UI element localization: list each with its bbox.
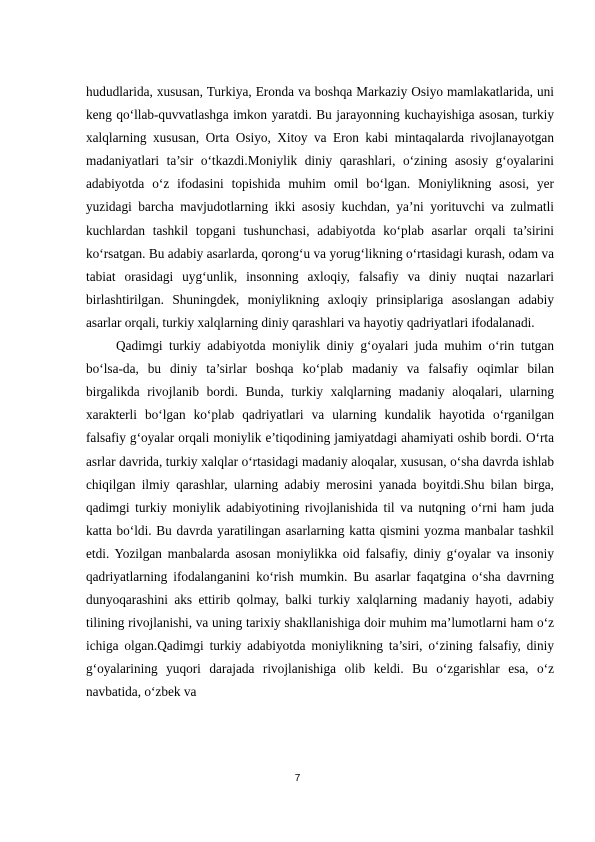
paragraph-continued: hududlarida, xususan, Turkiya, Eronda va boshqa Markaziy Osiyo mamlakatlarida, uni keng qo‘llab-quvvatlashga imkon yaratdi. Bu jarayonning kuchayishiga asosan, turkiy xalqlarning xususan, Orta Osiyo, Xitoy va Eron kabi mintaqalarda rivojlanayotgan madaniyatlari ta’sir o‘tkazdi.Moniylik diniy qarashlari, o‘zining asosiy g‘oyalarini adabiyotda o‘z ifodasini topishida muhim omil bo‘lgan. Moniylikning asosi, yer yuzidagi barcha mavjudotlarning ikki asosiy kuchdan, ya’ni yorituvchi va zulmatli kuchlardan tashkil topgani tushunchasi, adabiyotda ko‘plab asarlar orqali ta’sirini ko‘rsatgan. Bu adabiy asarlarda, qorong‘u va yorug‘likning o‘rtasidagi kurash, odam va tabiat orasidagi uyg‘unlik, insonning axloqiy, falsafiy va diniy nuqtai nazarlari birlashtirilgan. Shuningdek, moniylikning axloqiy prinsiplariga asoslangan adabiy asarlar orqali, turkiy xalqlarning diniy qarashlari va hayotiy qadriyatlari ifodalanadi. bbox=[86, 84, 554, 330]
document-page bbox=[86, 80, 554, 704]
paragraph-indented: Qadimgi turkiy adabiyotda moniylik diniy g‘oyalari juda muhim o‘rin tutgan bo‘lsa-da, bu diniy ta’sirlar boshqa ko‘plab madaniy va falsafiy oqimlar bilan birgalikda rivojlanib bordi. Bunda, turkiy xalqlarning madaniy aloqalari, ularning xarakterli bo‘lgan ko‘plab qadriyatlari va ularning kundalik hayotida o‘rganilgan falsafiy g‘oyalar orqali moniylik e’tiqodining jamiyatdagi ahamiyati oshib bordi. O‘rta asrlar davrida, turkiy xalqlar o‘rtasidagi madaniy aloqalar, xususan, o‘sha davrda ishlab chiqilgan ilmiy qarashlar, ularning adabiy merosini yanada boyitdi.Shu bilan birga, qadimgi turkiy moniylik adabiyotining rivojlanishida til va nutqning o‘rni ham juda katta bo‘ldi. Bu davrda yaratilingan asarlarning katta qismini yozma manbalar tashkil etdi. Yozilgan manbalarda asosan moniylikka oid falsafiy, diniy g‘oyalar va insoniy qadriyatlarning ifodalanganini ko‘rish mumkin. Bu asarlar faqatgina o‘sha davrning dunyoqarashini aks ettirib qolmay, balki turkiy xalqlarning madaniy hayoti, adabiy tilining rivojlanishi, va uning tarixiy shakllanishiga doir muhim ma’lumotlarni ham o‘z ichiga olgan.Qadimgi turkiy adabiyotda moniylikning ta’siri, o‘zining falsafiy, diniy g‘oyalarining yuqori darajada rivojlanishiga olib keldi. Bu o‘zgarishlar esa, o‘z navbatida, o‘zbek va bbox=[86, 338, 554, 700]
page-number: 7 bbox=[294, 773, 301, 784]
